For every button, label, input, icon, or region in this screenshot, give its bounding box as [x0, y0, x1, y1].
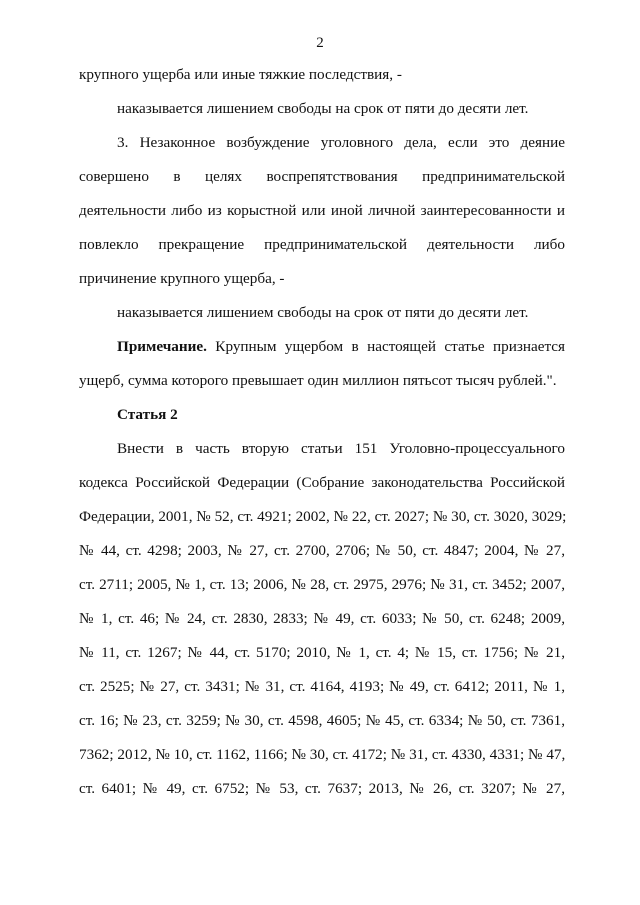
text-line — [79, 398, 565, 432]
line-text: Внести в часть вторую статьи 151 Уголовно-процессуального — [117, 440, 565, 457]
text-line — [79, 92, 565, 126]
document-body — [79, 58, 565, 806]
text-line — [79, 126, 565, 160]
text-line — [79, 228, 565, 262]
line-text: № 44, ст. 4298; 2003, № 27, ст. 2700, 2706; № 50, ст. 4847; 2004, № 27, — [79, 542, 565, 559]
line-text: наказывается лишением свободы на срок от пяти до десяти лет. — [117, 304, 529, 321]
line-text: совершено в целях воспрепятствования предпринимательской — [79, 168, 565, 185]
text-line — [79, 534, 565, 568]
line-text: ст. 2525; № 27, ст. 3431; № 31, ст. 4164, 4193; № 49, ст. 6412; 2011, № 1, — [79, 678, 565, 695]
text-line — [79, 262, 565, 296]
line-text: Федерации, 2001, № 52, ст. 4921; 2002, № 22, ст. 2027; № 30, ст. 3020, 3029; — [79, 508, 567, 525]
line-text: № 1, ст. 46; № 24, ст. 2830, 2833; № 49, ст. 6033; № 50, ст. 6248; 2009, — [79, 610, 565, 627]
text-line — [79, 568, 565, 602]
text-line — [79, 194, 565, 228]
text-line — [79, 296, 565, 330]
text-line — [79, 704, 565, 738]
line-text: 7362; 2012, № 10, ст. 1162, 1166; № 30, ст. 4172; № 31, ст. 4330, 4331; № 47, — [79, 746, 566, 763]
page-number: 2 — [316, 35, 324, 51]
bold-heading: Примечание. — [117, 338, 207, 355]
line-text: № 11, ст. 1267; № 44, ст. 5170; 2010, № 1, ст. 4; № 15, ст. 1756; № 21, — [79, 644, 565, 661]
text-line — [79, 364, 565, 398]
text-line — [79, 602, 565, 636]
line-text: кодекса Российской Федерации (Собрание законодательства Российской — [79, 474, 565, 491]
text-line — [79, 160, 565, 194]
line-text: ст. 16; № 23, ст. 3259; № 30, ст. 4598, 4605; № 45, ст. 6334; № 50, ст. 7361, — [79, 712, 565, 729]
line-text: ст. 6401; № 49, ст. 6752; № 53, ст. 7637; 2013, № 26, ст. 3207; № 27, — [79, 780, 565, 797]
bold-heading: Статья 2 — [117, 406, 178, 423]
line-text: крупного ущерба или иные тяжкие последствия, - — [79, 66, 402, 83]
line-text: наказывается лишением свободы на срок от пяти до десяти лет. — [117, 100, 529, 117]
text-line — [79, 738, 565, 772]
line-text: деятельности либо из корыстной или иной личной заинтересованности и — [79, 202, 565, 219]
line-text: 3. Незаконное возбуждение уголовного дела, если это деяние — [117, 134, 565, 151]
text-line — [79, 772, 565, 806]
text-line — [79, 330, 565, 364]
text-line — [79, 432, 565, 466]
text-line — [79, 636, 565, 670]
line-text: ст. 2711; 2005, № 1, ст. 13; 2006, № 28, ст. 2975, 2976; № 31, ст. 3452; 2007, — [79, 576, 565, 593]
line-text: ущерб, сумма которого превышает один миллион пятьсот тысяч рублей.". — [79, 372, 557, 389]
text-line — [79, 58, 565, 92]
line-text: повлекло прекращение предпринимательской деятельности либо — [79, 236, 565, 253]
text-line — [79, 466, 565, 500]
text-line — [79, 500, 565, 534]
line-text: Крупным ущербом в настоящей статье признается — [206, 338, 565, 355]
line-text: причинение крупного ущерба, - — [79, 270, 285, 287]
text-line — [79, 670, 565, 704]
